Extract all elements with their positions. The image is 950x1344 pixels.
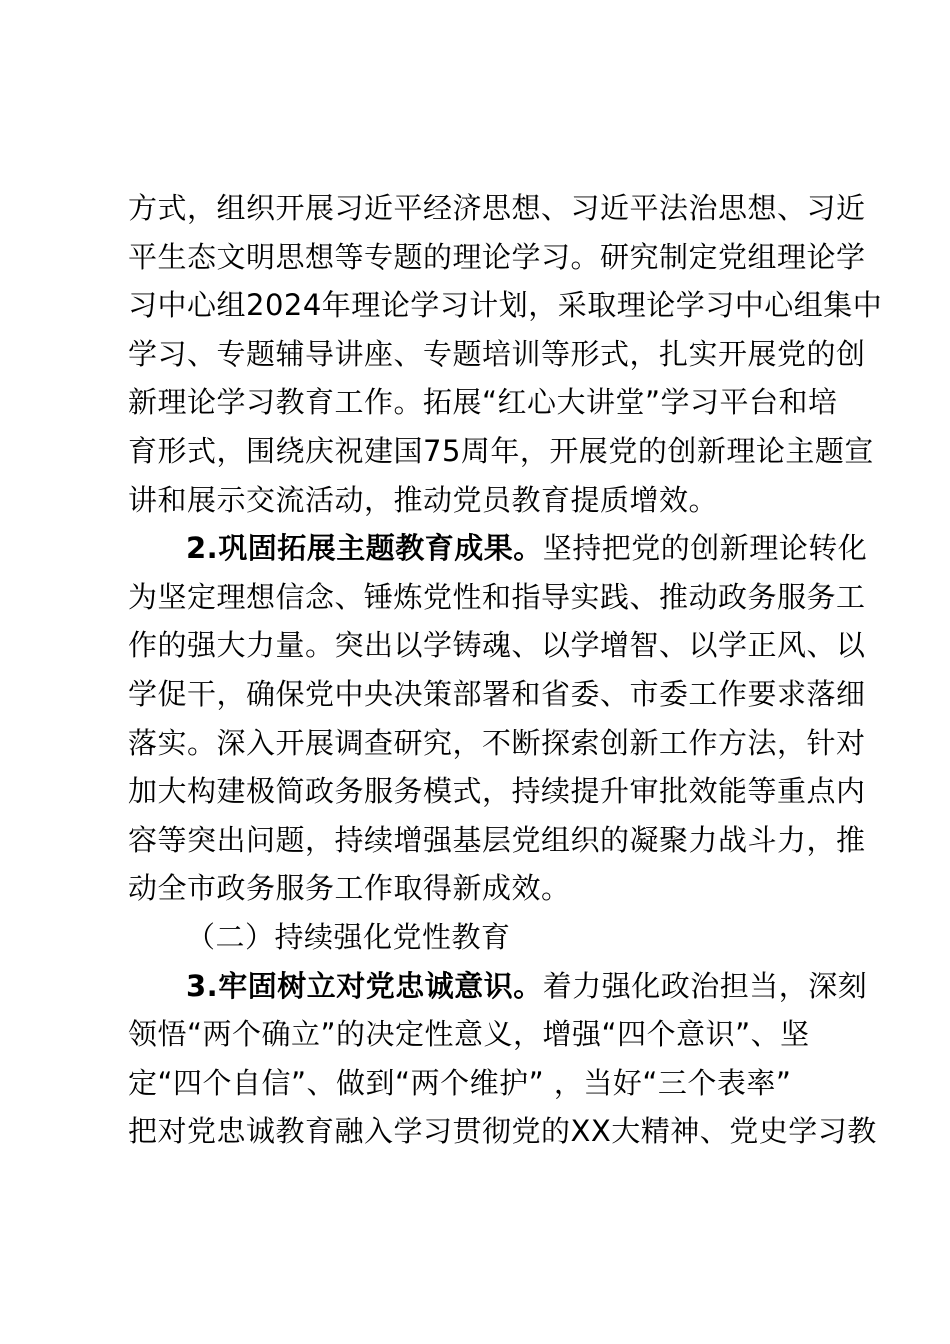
text-run: 动全市政务服务工作取得新成效。 <box>128 871 571 906</box>
text-run: 方式，组织开展习近平经济思想、习近平法治思想、习近 <box>128 191 866 225</box>
text-run: 领悟“两个确立”的决定性意义，增强“四个意识”、坚 <box>128 1017 810 1052</box>
text-run: 育形式，围绕庆祝建国75周年，开展党的创新理论主题宣 <box>128 433 874 468</box>
text-line <box>128 864 850 913</box>
document-body <box>128 184 883 1156</box>
text-line <box>128 330 866 379</box>
text-run: 着力强化政治担当，深刻 <box>542 968 868 1003</box>
text-line <box>128 476 850 525</box>
text-run: 习中心组2024年理论学习计划，采取理论学习中心组集中 <box>128 288 883 323</box>
text-line <box>128 281 883 330</box>
text-line <box>128 233 866 282</box>
text-line <box>128 767 866 816</box>
text-line <box>128 913 850 962</box>
text-line <box>128 1059 850 1108</box>
text-line <box>128 621 866 670</box>
text-run: 作的强大力量。突出以学铸魂、以学增智、以学正风、以 <box>128 628 866 663</box>
text-run: 讲和展示交流活动，推动党员教育提质增效。 <box>128 482 719 517</box>
text-line <box>128 719 866 768</box>
text-line <box>128 1010 850 1059</box>
text-line <box>128 670 866 719</box>
text-run: 落实。深入开展调查研究，不断探索创新工作方法，针对 <box>128 725 866 760</box>
text-line <box>128 184 866 233</box>
text-run: 容等突出问题，持续增强基层党组织的凝聚力战斗力，推 <box>128 822 866 857</box>
text-run: 把对党忠诚教育融入学习贯彻党的XX大精神、党史学习教 <box>128 1114 877 1149</box>
text-run: 新理论学习教育工作。拓展“红心大讲堂”学习平台和培 <box>128 385 838 420</box>
text-line <box>128 1107 877 1156</box>
text-line <box>128 524 868 573</box>
text-run: 为坚定理想信念、锤炼党性和指导实践、推动政务服务工 <box>128 579 866 614</box>
text-run: 加大构建极简政务服务模式，持续提升审批效能等重点内 <box>128 774 866 809</box>
section-heading: 3.牢固树立对党忠诚意识。 <box>186 968 543 1003</box>
text-run: （二）持续强化党性教育 <box>186 919 511 954</box>
text-line <box>128 427 874 476</box>
text-line <box>128 962 868 1011</box>
text-run: 平生态文明思想等专题的理论学习。研究制定党组理论学 <box>128 239 866 274</box>
section-heading: 2.巩固拓展主题教育成果。 <box>186 531 543 566</box>
text-line <box>128 816 866 865</box>
text-line <box>128 378 850 427</box>
text-run: 学习、专题辅导讲座、专题培训等形式，扎实开展党的创 <box>128 336 866 371</box>
text-run: 学促干，确保党中央决策部署和省委、市委工作要求落细 <box>128 676 866 711</box>
text-line <box>128 573 866 622</box>
text-run: 定“四个自信”、做到“两个维护” ，当好“三个表率” <box>128 1065 792 1100</box>
text-run: 坚持把党的创新理论转化 <box>542 531 868 566</box>
